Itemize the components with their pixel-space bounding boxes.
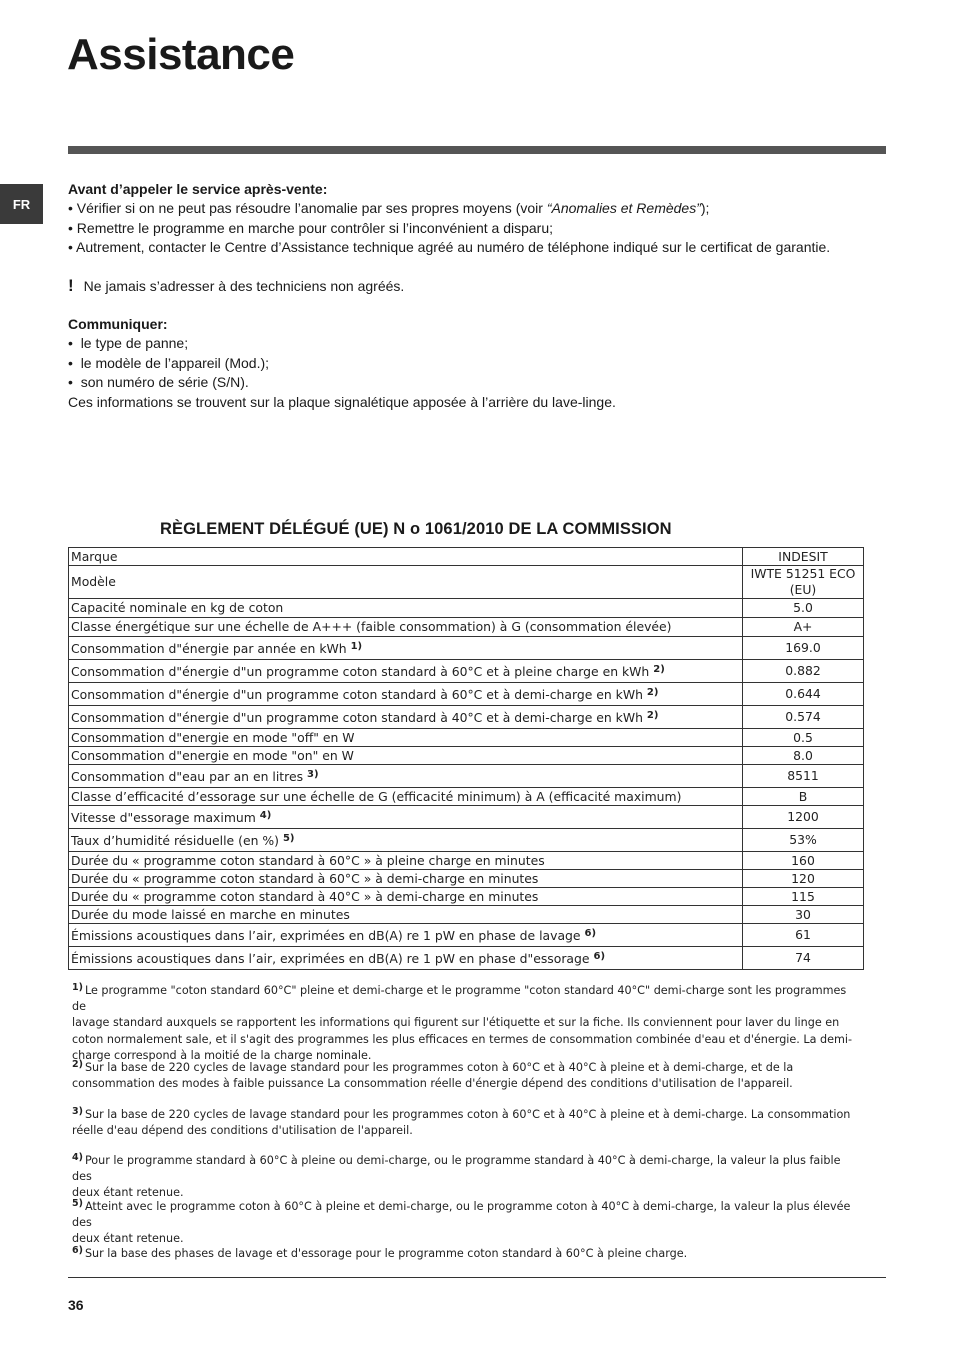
communicate-footer: Ces informations se trouvent sur la plaque signalétique apposée à l’arrière du lave-linge. — [68, 393, 616, 410]
row-value: 0.5 — [743, 729, 864, 747]
footnote-ref: 3) — [307, 769, 319, 780]
footnote-ref: 2) — [653, 664, 665, 675]
row-label: Modèle — [69, 566, 743, 599]
communicate-section — [68, 315, 888, 412]
table-row — [69, 829, 864, 852]
table-row — [69, 599, 864, 618]
footer-divider — [68, 1277, 886, 1278]
footnote-ref: 5) — [282, 833, 295, 844]
row-label: Capacité nominale en kg de coton — [69, 599, 743, 618]
footnote-ref: 6) — [593, 951, 606, 962]
row-value: 1200 — [743, 806, 864, 829]
row-value: 120 — [743, 870, 864, 888]
table-row — [69, 683, 864, 706]
page-number: 36 — [68, 1297, 84, 1313]
row-value: B — [743, 788, 864, 806]
table-row — [69, 765, 864, 788]
footnote-line: $^{1)}$ Le programme "coton standard 60°C" pleine et demi-charge et le programme "coton standard 40°C" demi-charge sont les programmes de — [72, 982, 847, 1014]
footnote — [72, 1150, 862, 1202]
table-row — [69, 947, 864, 970]
row-value: INDESIT — [743, 548, 864, 566]
regulation-title: RÈGLEMENT DÉLÉGUÉ (UE) N o 1061/2010 DE LA COMMISSION — [160, 520, 672, 538]
before-call-section — [68, 180, 888, 258]
table-row — [69, 660, 864, 683]
row-value: 8.0 — [743, 747, 864, 765]
table-row — [69, 548, 864, 566]
before-call-item: • Autrement, contacter le Centre d’Assistance technique agréé au numéro de téléphone indiqué sur le certificat de garantie. — [68, 239, 831, 256]
row-label: Émissions acoustiques dans l’air, exprimées en dB(A) re 1 pW en phase d"essorage $^{6)}$ — [69, 947, 743, 970]
footnote-line: deux étant retenue. — [72, 1186, 184, 1200]
page-title: Assistance — [67, 30, 295, 79]
warning-text: Ne jamais s’adresser à des techniciens non agréés. — [83, 278, 405, 294]
communicate-item: • le type de panne; — [68, 335, 189, 352]
row-label: Consommation d"energie en mode "on" en W — [69, 747, 743, 765]
footnote-mark: 3) — [72, 1106, 83, 1117]
row-label: Durée du « programme coton standard à 60°C » à demi-charge en minutes — [69, 870, 743, 888]
row-value: 61 — [743, 924, 864, 947]
row-value: 115 — [743, 888, 864, 906]
footnote-line: coton normalement sale, et il s'agit des programmes les plus efficaces en termes de consommation combinée d'eau et d'énergie. La demi- — [72, 1032, 853, 1046]
before-call-item: • Remettre le programme en marche pour contrôler si l’inconvénient a disparu; — [68, 219, 554, 236]
footnote-mark: 5) — [72, 1198, 83, 1209]
footnote-mark: 4) — [72, 1152, 83, 1163]
footnote — [72, 980, 862, 1064]
footnote-line: $^{4)}$ Pour le programme standard à 60°C à pleine ou demi-charge, ou le programme standard à 40°C à demi-charge, la valeur la plus faible des — [72, 1152, 841, 1184]
footnote-ref: 6) — [584, 928, 597, 939]
footnote-line: deux étant retenue. — [72, 1232, 184, 1246]
row-value: 53% — [743, 829, 864, 852]
row-label: Marque — [69, 548, 743, 566]
row-label: Durée du mode laissé en marche en minutes — [69, 906, 743, 924]
table-row — [69, 566, 864, 599]
footnote-line: $^{3)}$ Sur la base de 220 cycles de lavage standard pour les programmes coton à 60°C et à 40°C à pleine et à demi-charge. La consommation — [72, 1106, 851, 1121]
row-label: Vitesse d"essorage maximum $^{4)}$ — [69, 806, 743, 829]
table-row — [69, 729, 864, 747]
row-label: Durée du « programme coton standard à 60°C » à pleine charge en minutes — [69, 852, 743, 870]
footnote — [72, 1243, 687, 1262]
footnote-mark: 6) — [72, 1245, 83, 1256]
row-value: 5.0 — [743, 599, 864, 618]
table-row — [69, 870, 864, 888]
footnote-line: consommation des modes à faible puissance La consommation réelle d'énergie dépend des conditions d'utilisation de l'appareil. — [72, 1077, 793, 1091]
footnote-line: $^{6)}$ Sur la base des phases de lavage et d'essorage pour le programme coton standard à 60°C à pleine charge. — [72, 1245, 688, 1260]
footnote-ref: 4) — [259, 810, 272, 821]
table-row — [69, 747, 864, 765]
row-label: Consommation d"eau par an en litres $^{3)}$ — [69, 765, 743, 788]
row-value: 74 — [743, 947, 864, 970]
footnote-ref: 2) — [646, 710, 659, 721]
row-value: 169.0 — [743, 637, 864, 660]
row-label: Durée du « programme coton standard à 40°C » à demi-charge en minutes — [69, 888, 743, 906]
row-label: Classe d’efficacité d’essorage sur une échelle de G (efficacité minimum) à A (efficacité maximum) — [69, 788, 743, 806]
row-value: 30 — [743, 906, 864, 924]
footnote-line: lavage standard auxquels se rapportent les informations qui figurent sur l'étiquette et sur la fiche. Ils conviennent pour laver du linge en — [72, 1016, 840, 1030]
communicate-item: • le modèle de l’appareil (Mod.); — [68, 354, 270, 371]
table-row — [69, 618, 864, 637]
row-value: 0.644 — [743, 683, 864, 706]
table-row — [69, 906, 864, 924]
table-row — [69, 706, 864, 729]
row-value: 0.574 — [743, 706, 864, 729]
row-label: Consommation d"énergie par année en kWh $^{1)}$ — [69, 637, 743, 660]
row-label: Taux d’humidité résiduelle (en %) $^{5)}$ — [69, 829, 743, 852]
language-tab: FR — [0, 184, 43, 224]
row-value: 8511 — [743, 765, 864, 788]
footnote-line: $^{5)}$ Atteint avec le programme coton à 60°C à pleine et demi-charge, ou le programme coton à 40°C à demi-charge, la valeur la plus élevée des — [72, 1198, 851, 1230]
warning-note — [68, 276, 404, 296]
warning-icon: ! — [68, 276, 74, 295]
row-label: Consommation d"énergie d"un programme coton standard à 60°C et à pleine charge en kWh $^{2)}$ — [69, 660, 743, 683]
footnote — [72, 1057, 793, 1092]
footnote-ref: 1) — [350, 641, 363, 652]
row-value: 160 — [743, 852, 864, 870]
row-value: 0.882 — [743, 660, 864, 683]
before-call-heading: Avant d’appeler le service après-vente: — [68, 181, 328, 197]
footnote-line: $^{2)}$ Sur la base de 220 cycles de lavage standard pour les programmes coton à 60°C et à 40°C à pleine et à demi-charge, et de la — [72, 1059, 794, 1074]
footnote — [72, 1104, 850, 1139]
footnote-ref: 2) — [646, 687, 659, 698]
table-row — [69, 788, 864, 806]
footnote-mark: 2) — [72, 1059, 83, 1070]
title-divider — [68, 146, 886, 154]
table-row — [69, 924, 864, 947]
communicate-heading: Communiquer: — [68, 316, 168, 332]
table-row — [69, 637, 864, 660]
before-call-item: • Vérifier si on ne peut pas résoudre l’anomalie par ses propres moyens (voir “Anomalies et Remèdes”); — [68, 200, 710, 217]
footnote-mark: 1) — [72, 982, 83, 993]
communicate-item: • son numéro de série (S/N). — [68, 374, 249, 391]
row-value: A+ — [743, 618, 864, 637]
row-label: Consommation d"énergie d"un programme coton standard à 40°C et à demi-charge en kWh $^{2)}$ — [69, 706, 743, 729]
regulation-table — [68, 547, 864, 970]
table-row — [69, 888, 864, 906]
row-label: Classe énergétique sur une échelle de A+++ (faible consommation) à G (consommation élevée) — [69, 618, 743, 637]
footnote — [72, 1196, 862, 1248]
footnote-line: réelle d'eau dépend des conditions d'utilisation de l'appareil. — [72, 1124, 413, 1138]
table-row — [69, 806, 864, 829]
table-row — [69, 852, 864, 870]
row-label: Consommation d"energie en mode "off" en W — [69, 729, 743, 747]
row-value: IWTE 51251 ECO (EU) — [743, 566, 864, 599]
row-label: Consommation d"énergie d"un programme coton standard à 60°C et à demi-charge en kWh $^{2)}$ — [69, 683, 743, 706]
row-label: Émissions acoustiques dans l’air, exprimées en dB(A) re 1 pW en phase de lavage $^{6)}$ — [69, 924, 743, 947]
footnote-line: charge correspond à la moitié de la charge nominale. — [72, 1048, 372, 1062]
